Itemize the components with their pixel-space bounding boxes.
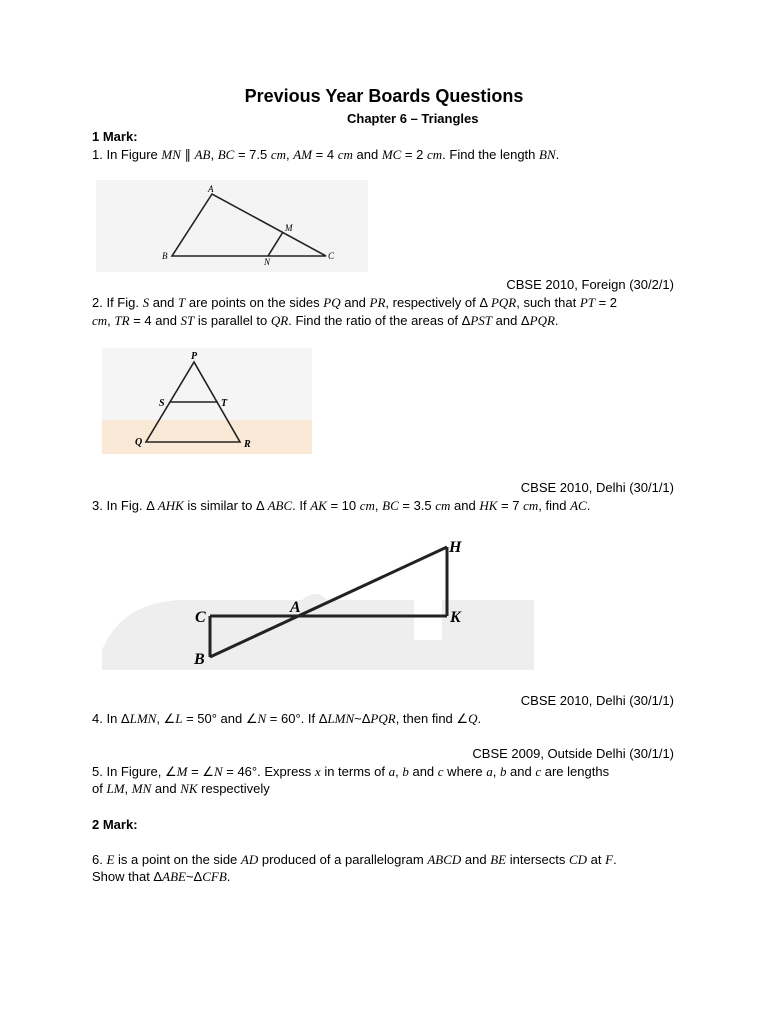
q2-text: = 4 and [129,313,181,328]
label-m: M [285,223,293,233]
q4-text: = 50° and ∠ [182,711,258,726]
label-p: P [191,351,198,362]
q4-math: LMN [129,711,157,726]
q1-math: MN [161,147,181,162]
q5-math: c [535,764,542,779]
q2-math: PR [369,295,386,310]
q3-text: = 7 [497,498,524,513]
q2-text: , [107,313,115,328]
question-1-text [92,146,559,163]
q4-math: L [175,711,183,726]
question-6-text-line-1 [92,851,617,868]
q5-text: = 46°. Express [222,764,315,779]
question-2-text-line-1 [92,294,617,311]
q1-math: cm [270,147,287,162]
q6-math: ABE [162,869,186,884]
label-q: Q [135,437,143,448]
q6-text: at [587,852,606,867]
q2-text: and Δ [492,313,530,328]
q4-math: PQR [370,711,396,726]
label-a: A [208,184,214,194]
q5-math: NK [180,781,198,796]
page-title: Previous Year Boards Questions [244,86,524,106]
q6-text: . [226,869,231,884]
q4-math: N [257,711,267,726]
q2-text: , respectively of Δ [385,295,491,310]
q6-text: 6. [92,852,107,867]
q2-math: PQ [323,295,341,310]
q1-text: = 4 [312,147,338,162]
q1-text: . [555,147,560,162]
q3-text: is similar to Δ [183,498,268,513]
q3-math: BC [382,498,399,513]
q1-math: BN [539,147,556,162]
q5-text: , [124,781,132,796]
q3-text: = 3.5 [398,498,436,513]
q2-text: = 2 [594,295,618,310]
q1-text: 1. In Figure [92,147,162,162]
q4-text: . [477,711,482,726]
q6-text: ~Δ [185,869,203,884]
q4-text: , ∠ [156,711,176,726]
q6-text: Show that Δ [92,869,163,884]
label-k: K [450,609,461,626]
q1-text: . Find the length [442,147,539,162]
q2-text: , such that [516,295,580,310]
q2-math: cm [92,313,108,328]
q2-text: 2. If Fig. [92,295,143,310]
q4-text: 4. In Δ [92,711,130,726]
q2-math: PQR [490,295,517,310]
q3-math: AHK [157,498,184,513]
q5-math: x [314,764,321,779]
label-c: C [195,609,206,626]
q6-math: E [106,852,115,867]
q5-math: LM [106,781,125,796]
q1-text: = 7.5 [234,147,271,162]
q1-text: , [210,147,218,162]
q5-math: a [486,764,493,779]
question-6-text-line-2 [92,868,230,885]
label-h: H [449,539,462,556]
q5-text: = ∠ [187,764,214,779]
source-q3: CBSE 2010, Delhi (30/1/1) [520,693,674,708]
label-c: C [328,251,335,261]
q6-text: and [461,852,491,867]
q5-math: b [402,764,409,779]
q5-text: , [492,764,500,779]
q1-text: , [286,147,294,162]
q2-text: are points on the sides [185,295,324,310]
q2-text: . Find the ratio of the areas of Δ [288,313,471,328]
q3-text: , find [538,498,571,513]
q5-math: c [437,764,444,779]
q3-math: AC [570,498,587,513]
figure-2-triangle-pqr [102,348,312,454]
q6-math: AD [240,852,259,867]
q4-math: Q [468,711,478,726]
q4-text: = 60°. If Δ [266,711,328,726]
q5-text: where [443,764,487,779]
q3-text: . If [292,498,311,513]
q6-text: produced of a parallelogram [258,852,428,867]
q3-text: , [374,498,383,513]
q2-text: and [340,295,370,310]
figure-3-similar-triangles [102,530,534,672]
q5-text: 5. In Figure, ∠ [92,764,177,779]
q5-text: are lengths [541,764,610,779]
source-q4: CBSE 2009, Outside Delhi (30/1/1) [472,746,674,761]
q5-text: and [408,764,438,779]
q2-math: QR [270,313,289,328]
q6-text: intersects [506,852,569,867]
q5-math: N [213,764,223,779]
q5-text: and [151,781,181,796]
label-n: N [264,257,271,267]
q5-text: of [92,781,107,796]
q1-text: and [352,147,382,162]
q2-math: TR [114,313,130,328]
q5-text: respectively [197,781,270,796]
q1-math: MC [381,147,402,162]
q3-math: cm [435,498,451,513]
source-q2: CBSE 2010, Delhi (30/1/1) [520,480,674,495]
question-5-text-line-1 [92,763,609,780]
q6-math: ABCD [427,852,462,867]
q3-text: 3. In Fig. Δ [92,498,158,513]
q2-math: PST [470,313,493,328]
source-q1: CBSE 2010, Foreign (30/2/1) [506,277,674,292]
q3-text: and [450,498,480,513]
q3-text: . [586,498,591,513]
question-4-text [92,710,481,727]
q3-math: cm [523,498,539,513]
q4-math: LMN [327,711,355,726]
q6-math: CD [568,852,588,867]
q1-text: ∥ [180,147,195,162]
q3-math: AK [310,498,327,513]
label-b: B [194,651,205,668]
figure-2-shaded-band [102,420,312,454]
q6-math: CFB [202,869,227,884]
question-2-text-line-2 [92,312,559,329]
q3-math: HK [479,498,498,513]
q1-math: cm [426,147,443,162]
q5-text: in terms of [320,764,389,779]
label-r: R [244,439,251,450]
q2-text: and [149,295,178,310]
q1-math: BC [217,147,235,162]
q2-math: PT [579,295,595,310]
q5-math: M [176,764,188,779]
q2-math: S [142,295,150,310]
q1-math: AM [293,147,313,162]
q1-math: AB [194,147,211,162]
section-heading-1-mark: 1 Mark: [92,129,138,144]
q4-text: ~Δ [354,711,371,726]
q5-math: a [388,764,396,779]
q2-math: T [178,295,186,310]
q3-math: cm [359,498,375,513]
label-t: T [221,398,228,409]
q5-math: MN [131,781,152,796]
section-heading-2-mark: 2 Mark: [92,817,138,832]
q6-text: is a point on the side [114,852,241,867]
q3-math: ABC [267,498,293,513]
figure-1-triangle-abc [96,180,368,272]
q2-math: ST [180,313,195,328]
q6-math: BE [490,852,507,867]
q4-text: , then find ∠ [395,711,469,726]
label-b: B [162,251,168,261]
q6-math: F [605,852,614,867]
q5-text: , [395,764,403,779]
q2-math: PQR [529,313,555,328]
q6-text: . [613,852,617,867]
chapter-title: Chapter 6 – Triangles [347,111,479,126]
q2-text: is parallel to [194,313,271,328]
label-a: A [290,599,301,616]
q5-text: and [506,764,536,779]
q1-math: cm [337,147,353,162]
q3-text: = 10 [326,498,360,513]
q2-text: . [554,313,559,328]
q5-math: b [499,764,507,779]
question-3-text [92,497,590,514]
q1-text: = 2 [401,147,427,162]
label-s: S [159,398,165,409]
question-5-text-line-2 [92,780,270,797]
